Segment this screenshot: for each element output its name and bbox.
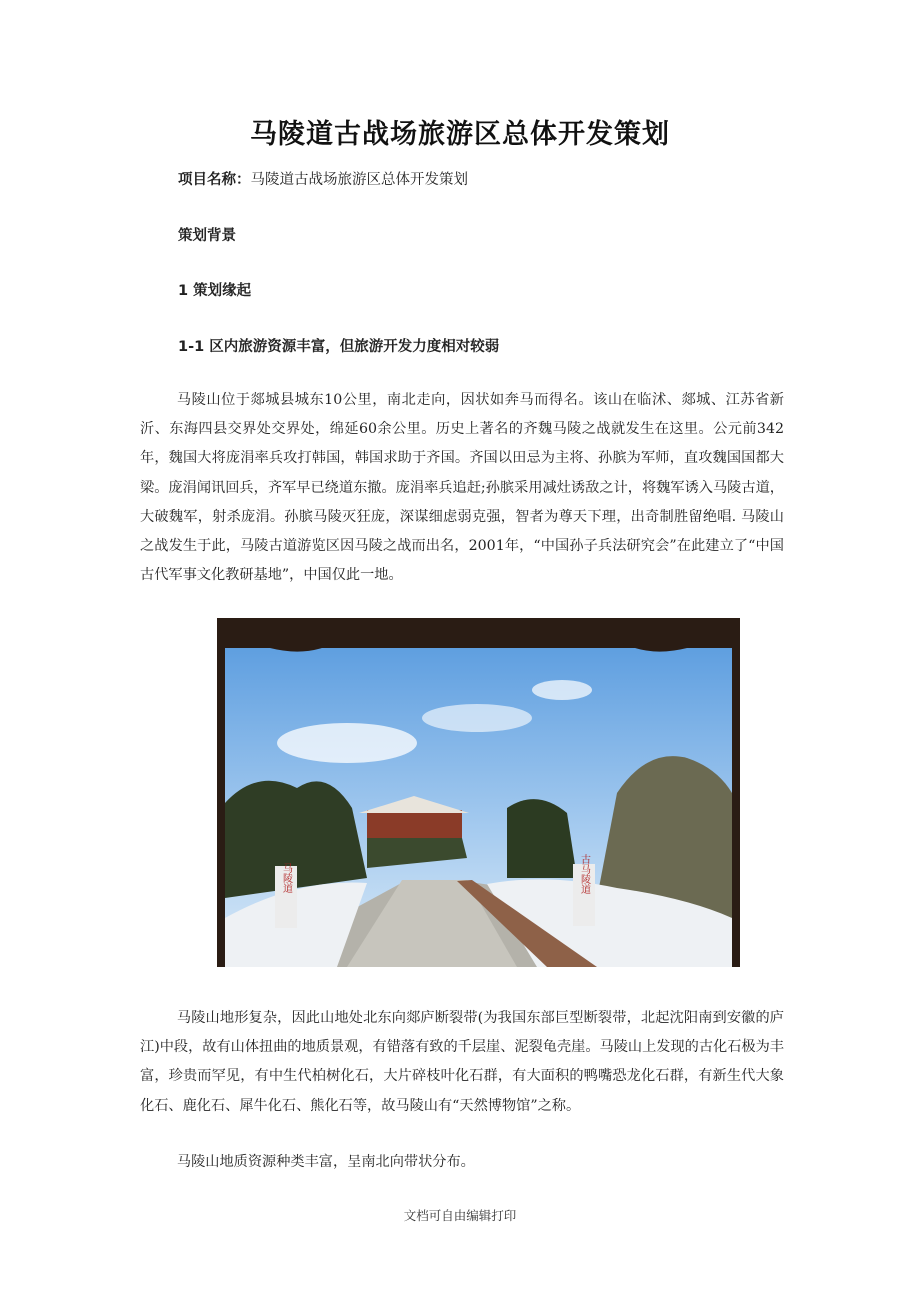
- section-heading-background: 策划背景: [178, 228, 236, 244]
- document-title: 马陵道古战场旅游区总体开发策划: [250, 119, 670, 150]
- project-name-value: 马陵道古战场旅游区总体开发策划: [250, 172, 468, 188]
- section-heading-1: 1 策划缘起: [178, 283, 252, 299]
- right-stele-text: 古马陵道: [578, 854, 590, 894]
- paragraph-1: 马陵山位于郯城县城东10公里，南北走向，因状如奔马而得名。该山在临沭、郯城、江苏省新沂、东海四县交界处交界处，绵延60余公里。历史上著名的齐魏马陵之战就发生在这里。公元前342年，魏国大将庞涓率兵攻打韩国，韩国求助于齐国。齐国以田忌为主将、孙膑为军师，直攻魏国国都大梁。庞涓闻讯回兵，齐军早已绕道东撤。庞涓率兵追赶;孙膑采用减灶诱敌之计，将魏军诱入马陵古道，大破魏军，射杀庞涓。孙膑马陵灭狂庞，深谋细虑弱克强，智者为尊天下理，出奇制胜留绝唱. 马陵山之战发生于此，马陵古道游览区因马陵之战而出名，2001年，“中国孙子兵法研究会”在此建立了“中国古代军事文化教研基地”，中国仅此一地。: [140, 392, 784, 584]
- section-heading-1-1: 1-1 区内旅游资源丰富，但旅游开发力度相对较弱: [178, 339, 500, 355]
- project-name-label: 项目名称：: [178, 172, 251, 188]
- left-stele-text: 马陵道: [280, 863, 292, 893]
- paragraph-3: 马陵山地质资源种类丰富，呈南北向带状分布。: [176, 1154, 475, 1170]
- project-name-line: [178, 170, 468, 190]
- footer-note: 文档可自由编辑打印: [403, 1208, 517, 1223]
- paragraph-2: 马陵山地形复杂，因此山地处北东向郯庐断裂带(为我国东部巨型断裂带，北起沈阳南到安徽的庐江)中段，故有山体扭曲的地质景观，有错落有致的千层崖、泥裂龟壳崖。马陵山上发现的古化石极为丰富，珍贵而罕见，有中生代柏树化石，大片碎枝叶化石群，有大面积的鸭嘴恐龙化石群，有新生代大象化石、鹿化石、犀牛化石、熊化石等，故马陵山有“天然博物馆”之称。: [140, 1010, 784, 1114]
- scenic-photo: [217, 618, 740, 967]
